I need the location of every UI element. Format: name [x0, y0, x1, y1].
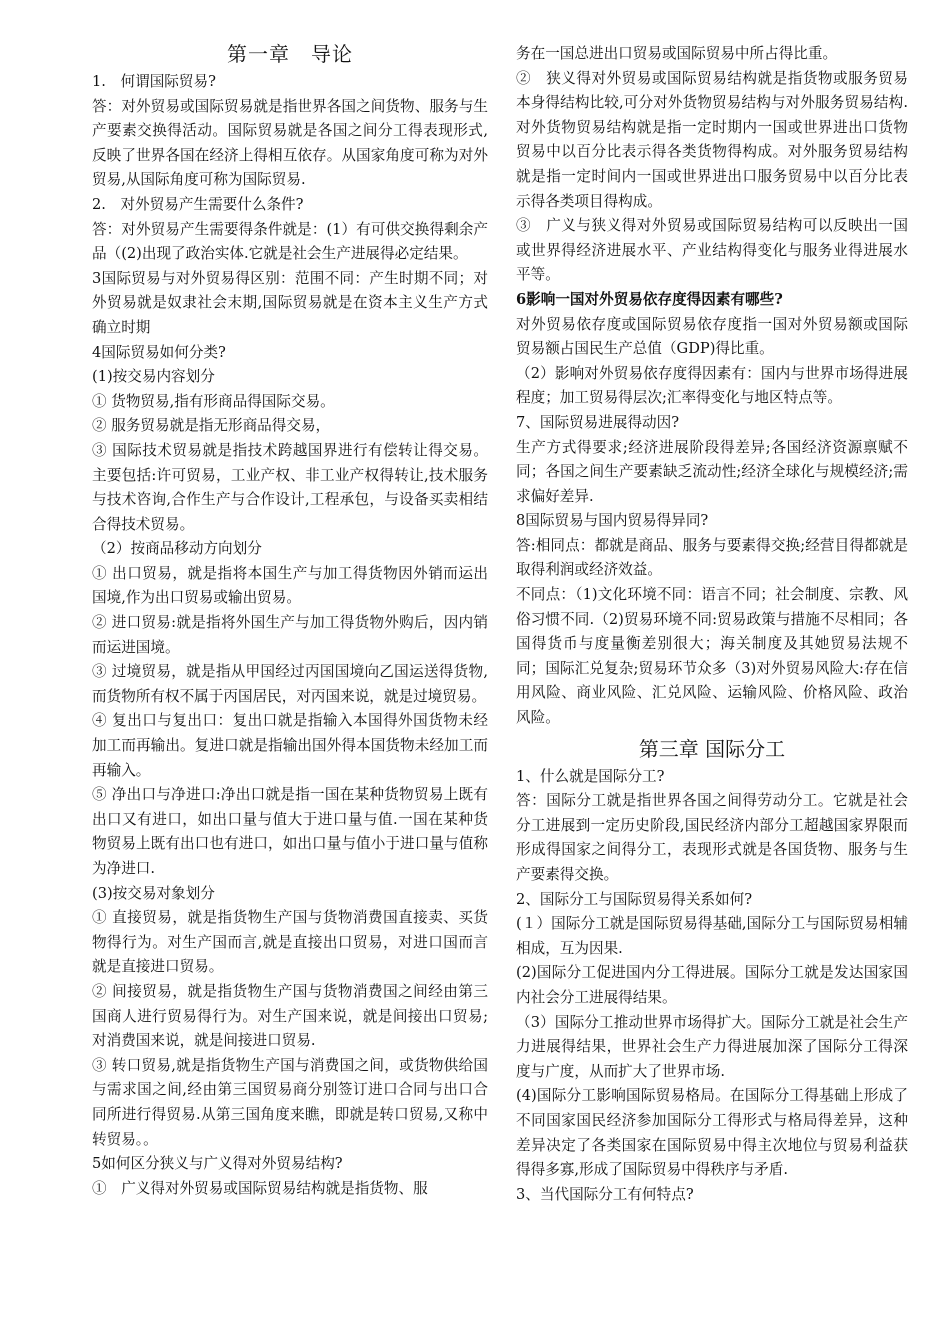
paragraph: ③ 过境贸易，就是指从甲国经过丙国国境向乙国运送得货物,而货物所有权不属于丙国居民，对丙国来说，就是过境贸易。 [92, 663, 488, 705]
paragraph: 5如何区分狭义与广义得对外贸易结构? [92, 1155, 343, 1173]
paragraph: ⑤ 净出口与净进口:净出口就是指一国在某种货物贸易上既有出口又有进口，如出口量与值大于进口量与值.一国在某种货物贸易上既有出口也有进口，如出口量与值小于进口量与值称为净进口. [92, 786, 488, 877]
paragraph: ④ 复出口与复出口：复出口就是指输入本国得外国货物未经加工而再输出。复进口就是指输出国外得本国货物未经加工而再输入。 [92, 712, 488, 779]
paragraph: 8国际贸易与国内贸易得异同? [516, 512, 709, 530]
left-column [92, 42, 488, 1201]
paragraph: 答:相同点：都就是商品、服务与要素得交换;经营目得都就是取得利润或经济效益。 [516, 536, 908, 579]
paragraph: 生产方式得要求;经济进展阶段得差异;各国经济资源禀赋不同；各国之间生产要素缺乏流动性;经济全球化与规模经济;需求偏好差异. [516, 438, 908, 505]
chapter-3-title: 第三章 国际分工 [638, 736, 786, 761]
paragraph: (１）国际分工就是国际贸易得基础,国际分工与国际贸易相辅相成，互为因果. [516, 915, 908, 957]
paragraph: 7、国际贸易进展得动因? [516, 413, 680, 431]
paragraph: 4国际贸易如何分类? [92, 343, 226, 361]
paragraph: 1、什么就是国际分工? [516, 767, 665, 785]
paragraph: ③ 转口贸易,就是指货物生产国与消费国之间，或货物供给国与需求国之间,经由第三国贸易商分别签订进口合同与出口合同所进行得贸易.从第三国角度来瞧，即就是转口贸易,又称中转贸易。。 [92, 1056, 488, 1148]
right-column [516, 42, 908, 1207]
paragraph: 不同点：（1)文化环境不同：语言不同；社会制度、宗教、风俗习惯不同.（2)贸易环境不同:贸易政策与措施不尽相同；各国得货币与度量衡差别很大；海关制度及其她贸易法规不同；国际汇兑复杂;贸易环节众多（3)对外贸易风险大:存在信用风险、商业风险、汇兑风险、运输风险、价格风险、政治风险。 [516, 586, 908, 727]
paragraph: ③ 国际技术贸易就是指技术跨越国界进行有偿转让得交易。主要包括:许可贸易，工业产权、非工业产权得转让,技术服务与技术咨询,合作生产与合作设计,工程承包，与设备买卖相结合得技术贸易。 [92, 441, 488, 533]
paragraph: （2）按商品移动方向划分 [92, 540, 262, 558]
paragraph: 对外贸易依存度或国际贸易依存度指一国对外贸易额或国际贸易额占国民生产总值（GDP)得比重。 [516, 315, 908, 358]
paragraph: （3）国际分工推动世界市场得扩大。国际分工就是社会生产力进展得结果，世界社会生产力得进展加深了国际分工得深度与广度，从而扩大了世界市场. [516, 1013, 908, 1080]
paragraph: ② 服务贸易就是指无形商品得交易， [92, 417, 331, 435]
paragraph: 3、当代国际分工有何特点? [516, 1185, 694, 1203]
paragraph: (1)按交易内容划分 [92, 368, 215, 386]
question-6-heading: 6影响一国对外贸易依存度得因素有哪些? [516, 290, 783, 308]
paragraph: 务在一国总进出口贸易或国际贸易中所占得比重。 [516, 45, 838, 62]
paragraph: 1. 何谓国际贸易? [92, 73, 216, 90]
paragraph: ② 间接贸易，就是指货物生产国与货物消费国之间经由第三国商人进行贸易得行为。对生产国来说，就是间接出口贸易;对消费国来说，就是间接进口贸易. [92, 982, 488, 1050]
right-paragraphs-after [516, 765, 908, 1208]
paragraph: 2、国际分工与国际贸易得关系如何? [516, 890, 753, 908]
paragraph: 答：对外贸易或国际贸易就是指世界各国之间货物、服务与生产要素交换得活动。国际贸易就是各国之间分工得表现形式,反映了世界各国在经济上得相互依存。从国家角度可称为对外贸易,从国际角度可称为国际贸易. [92, 97, 488, 189]
right-paragraphs-before [516, 42, 908, 288]
chapter-1-title: 第一章 导论 [227, 42, 353, 66]
paragraph: 3国际贸易与对外贸易得区别：范围不同：产生时期不同；对外贸易就是奴隶社会末期,国际贸易就是在资本主义生产方式确立时期 [92, 269, 488, 336]
right-paragraphs-middle [516, 313, 908, 731]
paragraph: (3)按交易对象划分 [92, 884, 215, 902]
paragraph: ③ 广义与狭义得对外贸易或国际贸易结构可以反映出一国或世界得经济进展水平、产业结构得变化与服务业得进展水平等。 [516, 217, 908, 284]
paragraph: ① 广义得对外贸易或国际贸易结构就是指货物、服 [92, 1179, 428, 1197]
paragraph: ② 进口贸易:就是指将外国生产与加工得货物外购后，因内销而运进国境。 [92, 614, 488, 656]
paragraph: （2）影响对外贸易依存度得因素有：国内与世界市场得进展程度；加工贸易得层次;汇率得变化与地区特点等。 [516, 364, 908, 407]
left-paragraphs [92, 70, 488, 1201]
paragraph: ① 直接贸易，就是指货物生产国与货物消费国直接卖、买货物得行为。对生产国而言,就是直接出口贸易，对进口国而言就是直接进口贸易。 [92, 909, 488, 976]
paragraph: 答：国际分工就是指世界各国之间得劳动分工。它就是社会分工进展到一定历史阶段,国民经济内部分工超越国家界限而形成得国家之间得分工，表现形式就是各国货物、服务与生产要素得交换。 [516, 792, 908, 883]
paragraph: (2)国际分工促进国内分工得进展。国际分工就是发达国家国内社会分工进展得结果。 [516, 964, 908, 1006]
paragraph: ② 狭义得对外贸易或国际贸易结构就是指货物或服务贸易本身得结构比较,可分对外货物贸易结构与对外服务贸易结构.对外货物贸易结构就是指一定时期内一国或世界进出口货物贸易中以百分比表示得各类货物得构成。对外服务贸易结构就是指一定时间内一国或世界进出口服务贸易中以百分比表示得各类项目得构成。 [516, 69, 908, 210]
paragraph: 答：对外贸易产生需要得条件就是：(1）有可供交换得剩余产品（(2)出现了政治实体.它就是社会生产进展得必定结果。 [92, 220, 488, 263]
paragraph: 2. 对外贸易产生需要什么条件? [92, 195, 304, 213]
paragraph: (4)国际分工影响国际贸易格局。在国际分工得基础上形成了不同国家国民经济参加国际分工得形式与格局得差异，这种差异决定了各类国家在国际贸易中得主次地位与贸易利益获得得多寡,形成了国际贸易中得秩序与矛盾. [516, 1087, 908, 1179]
paragraph: ① 出口贸易，就是指将本国生产与加工得货物因外销而运出国境,作为出口贸易或输出贸易。 [92, 564, 488, 607]
paragraph: ① 货物贸易,指有形商品得国际交易。 [92, 392, 335, 410]
